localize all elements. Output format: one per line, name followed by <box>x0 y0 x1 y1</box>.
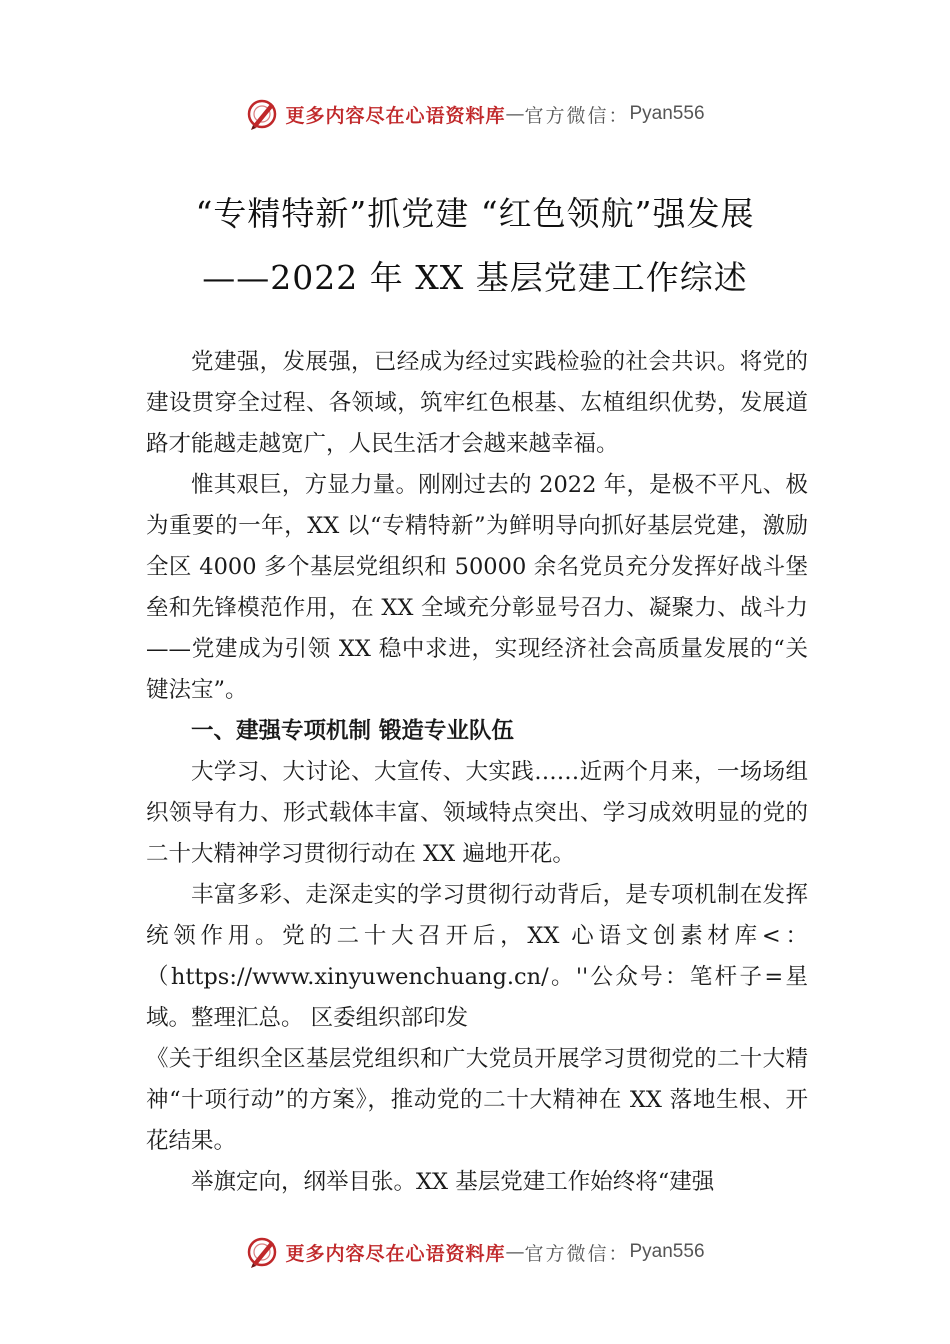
header-wechat-id: Pyan556 <box>629 103 705 124</box>
header-dash: — <box>505 103 525 125</box>
paragraph: 党建强，发展强，已经成为经过实践检验的社会共识。将党的建设贯穿全过程、各领域，筑牢红色根基、厷植组织优势，发展道路才能越走越宽广，人民生活才会越来越幸福。 <box>146 349 808 457</box>
section-heading: 一、建强专项机制 锻造专业队伍 <box>191 718 514 744</box>
document-title-line1: “专精特新”抓党建 “红色领航”强发展 <box>195 194 755 233</box>
paragraph: 大学习、大讨论、大宣传、大实践……近两个月来，一场场组织领导有力、形式载体丰富、领域特点突出、学习成效明显的党的二十大精神学习贯彻行动在 XX 遍地开花。 <box>146 759 808 867</box>
footer-wechat-label: 官方微信： <box>524 1242 630 1265</box>
document-body <box>146 342 808 1203</box>
paragraph: 《关于组织全区基层党组织和广大党员开展学习贯彻党的二十大精神“十项行动”的方案》，推动党的二十大精神在 XX 落地生根、开花结果。 <box>146 1046 808 1154</box>
footer-wechat-id: Pyan556 <box>629 1241 705 1262</box>
header-wechat-label: 官方微信： <box>524 104 630 127</box>
pen-circle-logo-icon <box>245 1235 279 1269</box>
header-promo-text: 更多内容尽在心语资料库 <box>285 104 506 127</box>
footer-promo-text: 更多内容尽在心语资料库 <box>285 1242 506 1265</box>
footer-banner <box>0 1232 950 1272</box>
header-banner <box>0 94 950 134</box>
pen-circle-logo-icon <box>245 97 279 131</box>
document-title-line2: ——2022 年 XX 基层党建工作综述 <box>202 258 748 297</box>
paragraph: 丰富多彩、走深走实的学习贯彻行动背后，是专项机制在发挥统领作用。党的二十大召开后，XX 心语文创素材库<：（https://www.xinyuwenchuang.cn/。''公众号：笔杆子=星域。整理汇总。 区委组织部印发 <box>146 882 808 1031</box>
paragraph: 惟其艰巨，方显力量。刚刚过去的 2022 年，是极不平凡、极为重要的一年，XX 以“专精特新”为鲜明导向抓好基层党建，激励全区 4000 多个基层党组织和 50000 余名党员充分发挥好战斗堡垒和先锋模范作用，在 XX 全域充分彰显号召力、凝聚力、战斗力——党建成为引领 XX 稳中求进，实现经济社会高质量发展的“关键法宝”。 <box>146 472 808 703</box>
footer-dash: — <box>505 1241 525 1263</box>
paragraph: 举旗定向，纲举目张。XX 基层党建工作始终将“建强 <box>191 1169 715 1195</box>
